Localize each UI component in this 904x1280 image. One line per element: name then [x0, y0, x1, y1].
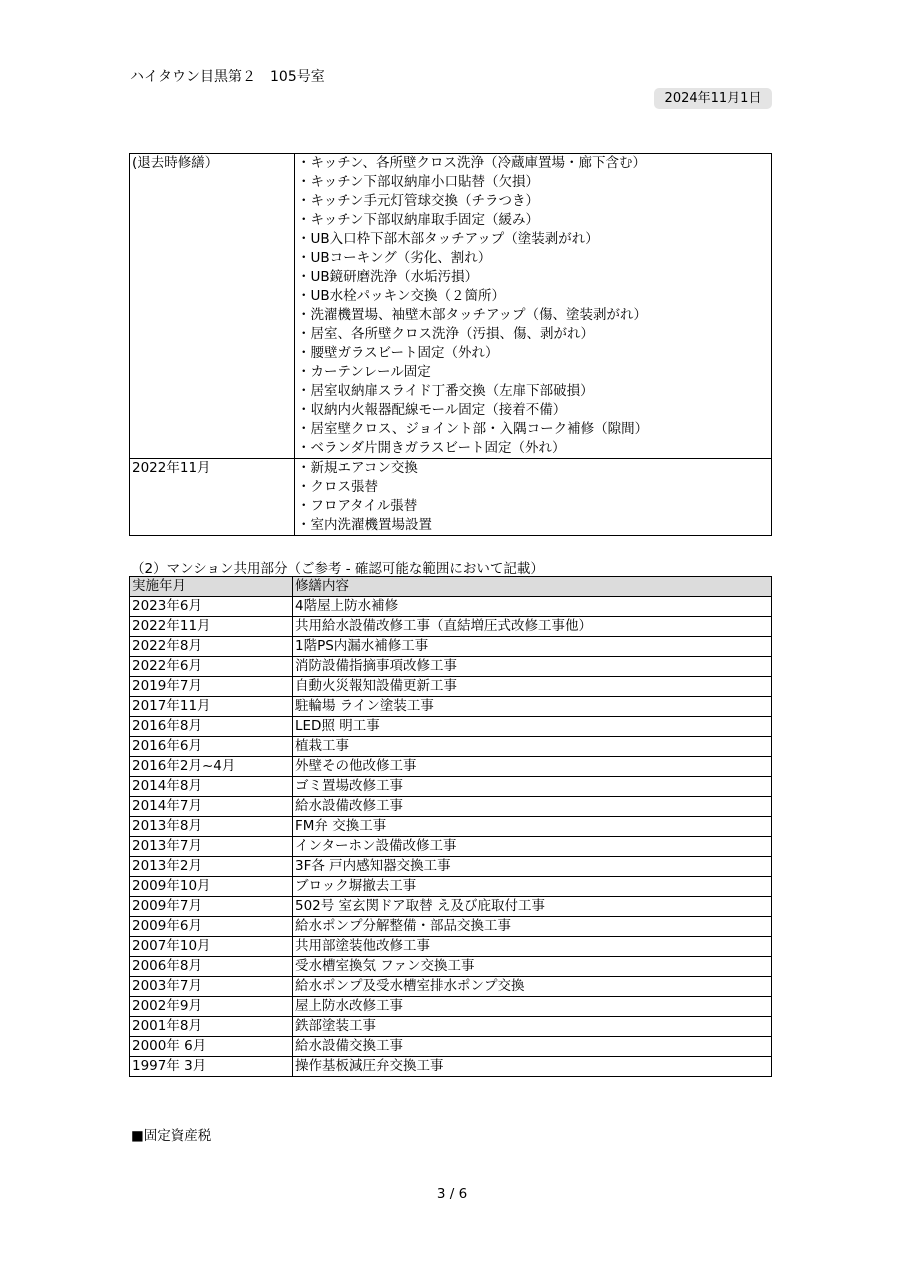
- repair-item: ・キッチン下部収納扉小口貼替（欠損）: [297, 174, 540, 190]
- repair-content-cell: 3F各 戸内感知器交換工事: [293, 857, 772, 877]
- repair-content-cell: インターホン設備改修工事: [293, 837, 772, 857]
- repair-date-cell: 2022年8月: [130, 637, 293, 657]
- repair-content-cell: 消防設備指摘事項改修工事: [293, 657, 772, 677]
- repair-date-cell: 2017年11月: [130, 697, 293, 717]
- table-row: [130, 957, 772, 977]
- document-date: 2024年11月1日: [654, 88, 772, 109]
- repair-date-cell: 1997年 3月: [130, 1057, 293, 1077]
- repair-item: ・クロス張替: [297, 479, 378, 495]
- table-row: [130, 937, 772, 957]
- repair-date-cell: 2002年9月: [130, 997, 293, 1017]
- repair-date-cell: 2013年8月: [130, 817, 293, 837]
- table-row: [130, 1037, 772, 1057]
- table-row: [130, 597, 772, 617]
- repair-history-table: [129, 153, 772, 536]
- repair-period: (退去時修繕）: [132, 155, 219, 171]
- repair-item: ・居室収納扉スライド丁番交換（左扉下部破損）: [297, 383, 594, 399]
- table-row: [130, 877, 772, 897]
- repair-content-cell: 共用部塗装他改修工事: [293, 937, 772, 957]
- repair-date-cell: 2016年2月~4月: [130, 757, 293, 777]
- repair-item: ・洗濯機置場、袖壁木部タッチアップ（傷、塗装剥がれ）: [297, 307, 648, 323]
- repair-date-cell: 2016年8月: [130, 717, 293, 737]
- table-row: [130, 917, 772, 937]
- repair-content-cell: 鉄部塗装工事: [293, 1017, 772, 1037]
- repair-content-cell: FM弁 交換工事: [293, 817, 772, 837]
- repair-item: ・UB鏡研磨洗浄（水垢汚損）: [297, 269, 479, 285]
- repair-content-cell: 給水設備交換工事: [293, 1037, 772, 1057]
- repair-item: ・UBコーキング（劣化、割れ）: [297, 250, 492, 266]
- repair-date-cell: 2006年8月: [130, 957, 293, 977]
- table-header-row: [130, 577, 772, 597]
- table-row: [130, 677, 772, 697]
- repair-date-cell: 2007年10月: [130, 937, 293, 957]
- repair-content-cell: 給水ポンプ分解整備・部品交換工事: [293, 917, 772, 937]
- column-header-content: 修繕内容: [293, 577, 772, 597]
- repair-date-cell: 2009年7月: [130, 897, 293, 917]
- repair-date-cell: 2009年6月: [130, 917, 293, 937]
- repair-date-cell: 2003年7月: [130, 977, 293, 997]
- repair-item: ・居室壁クロス、ジョイント部・入隅コーク補修（隙間）: [297, 421, 649, 437]
- repair-date-cell: 2022年11月: [130, 617, 293, 637]
- repair-item: ・室内洗濯機置場設置: [297, 517, 432, 533]
- table-row: [130, 637, 772, 657]
- repair-content-cell: 502号 室玄関ドア取替 え及び庇取付工事: [293, 897, 772, 917]
- page-number: 3 / 6: [436, 1186, 468, 1202]
- repair-content-cell: 植栽工事: [293, 737, 772, 757]
- repair-content-cell: 1階PS内漏水補修工事: [293, 637, 772, 657]
- repair-period: 2022年11月: [132, 460, 211, 476]
- repair-item: ・新規エアコン交換: [297, 460, 418, 476]
- table-row: [130, 697, 772, 717]
- repair-date-cell: 2014年8月: [130, 777, 293, 797]
- table-row: [130, 657, 772, 677]
- repair-item: ・キッチン下部収納扉取手固定（緩み）: [297, 212, 540, 228]
- repair-content-cell: 受水槽室換気 ファン交換工事: [293, 957, 772, 977]
- repair-item: ・UB水栓パッキン交換（２箇所）: [297, 288, 506, 304]
- repair-item: ・キッチン、各所壁クロス洗浄（冷蔵庫置場・廊下含む）: [297, 155, 646, 171]
- repair-content-cell: 自動火災報知設備更新工事: [293, 677, 772, 697]
- repair-date-cell: 2001年8月: [130, 1017, 293, 1037]
- repair-date-cell: 2023年6月: [130, 597, 293, 617]
- repair-content-cell: 給水ポンプ及受水槽室排水ポンプ交換: [293, 977, 772, 997]
- table-row: [130, 837, 772, 857]
- table-row: [130, 737, 772, 757]
- repair-group-row: [130, 459, 772, 536]
- table-row: [130, 977, 772, 997]
- repair-date-cell: 2022年6月: [130, 657, 293, 677]
- page-title: ハイタウン目黒第２ 105号室: [130, 69, 325, 85]
- common-area-heading: （2）マンション共用部分（ご参考 - 確認可能な範囲において記載）: [131, 561, 544, 577]
- tax-section-heading: ■固定資産税: [131, 1128, 212, 1144]
- repair-content-cell: 駐輪場 ライン塗装工事: [293, 697, 772, 717]
- repair-content-cell: 屋上防水改修工事: [293, 997, 772, 1017]
- repair-content-cell: 操作基板減圧弁交換工事: [293, 1057, 772, 1077]
- table-row: [130, 777, 772, 797]
- table-row: [130, 717, 772, 737]
- repair-date-cell: 2016年6月: [130, 737, 293, 757]
- common-area-repair-table: [129, 576, 772, 1077]
- column-header-date: 実施年月: [130, 577, 293, 597]
- repair-content-cell: 共用給水設備改修工事（直結増圧式改修工事他）: [293, 617, 772, 637]
- repair-item: ・居室、各所壁クロス洗浄（汚損、傷、剥がれ）: [297, 326, 594, 342]
- repair-item: ・キッチン手元灯管球交換（チラつき）: [297, 193, 540, 209]
- repair-date-cell: 2019年7月: [130, 677, 293, 697]
- table-row: [130, 897, 772, 917]
- repair-date-cell: 2009年10月: [130, 877, 293, 897]
- repair-date-cell: 2013年2月: [130, 857, 293, 877]
- table-row: [130, 997, 772, 1017]
- repair-content-cell: ゴミ置場改修工事: [293, 777, 772, 797]
- table-row: [130, 1017, 772, 1037]
- table-row: [130, 857, 772, 877]
- repair-content-cell: LED照 明工事: [293, 717, 772, 737]
- repair-group-row: [130, 154, 772, 459]
- table-row: [130, 817, 772, 837]
- table-row: [130, 797, 772, 817]
- repair-date-cell: 2013年7月: [130, 837, 293, 857]
- repair-item: ・フロアタイル張替: [297, 498, 418, 514]
- table-row: [130, 617, 772, 637]
- repair-item: ・UB入口枠下部木部タッチアップ（塗装剥がれ）: [297, 231, 599, 247]
- repair-item: ・収納内火報器配線モール固定（接着不備）: [297, 402, 567, 418]
- table-row: [130, 1057, 772, 1077]
- repair-content-cell: ブロック塀撤去工事: [293, 877, 772, 897]
- repair-date-cell: 2000年 6月: [130, 1037, 293, 1057]
- repair-content-cell: 外壁その他改修工事: [293, 757, 772, 777]
- repair-content-cell: 4階屋上防水補修: [293, 597, 772, 617]
- repair-date-cell: 2014年7月: [130, 797, 293, 817]
- repair-content-cell: 給水設備改修工事: [293, 797, 772, 817]
- table-row: [130, 757, 772, 777]
- repair-item: ・腰壁ガラスビート固定（外れ）: [297, 345, 499, 361]
- repair-item: ・ベランダ片開きガラスビート固定（外れ）: [297, 440, 566, 456]
- repair-item: ・カーテンレール固定: [297, 364, 431, 380]
